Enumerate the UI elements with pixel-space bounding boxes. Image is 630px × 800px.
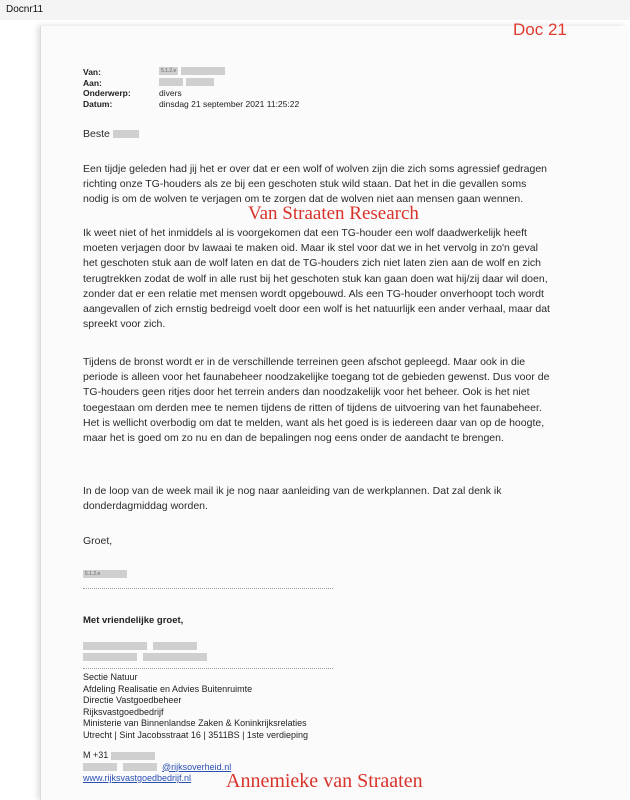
header-row-van <box>83 67 299 78</box>
aan-label: Aan: <box>83 77 102 88</box>
redacted-field: 5.1.2.e <box>83 570 127 578</box>
email-link[interactable]: @rijksoverheid.nl <box>162 761 232 772</box>
redacted-field <box>159 78 183 86</box>
greeting-line <box>83 127 553 142</box>
header-row-datum <box>83 99 299 110</box>
redacted-field <box>83 653 137 661</box>
redacted-field: 5.1.2.e <box>161 68 177 74</box>
datum-label: Datum: <box>83 98 113 109</box>
redacted-field <box>123 763 157 771</box>
onderwerp-value: divers <box>159 88 182 98</box>
research-watermark: Van Straaten Research <box>248 203 419 224</box>
van-label: Van: <box>83 67 101 77</box>
redacted-contact <box>83 640 210 663</box>
redacted-field <box>143 653 207 661</box>
signature-block <box>83 672 308 741</box>
greeting: Beste <box>83 128 110 140</box>
header-row-onderwerp <box>83 88 299 99</box>
onderwerp-label: Onderwerp: <box>83 88 131 98</box>
redacted-sender <box>83 568 130 580</box>
paragraph-4: In de loop van de week mail ik je nog naar aanleiding van de werkplannen. Dat zal denk ik donderdagmiddag worden. <box>83 485 502 513</box>
redacted-field <box>181 67 225 75</box>
doc-label: Doc 21 <box>513 20 567 39</box>
document-number: Docnr11 <box>6 4 44 15</box>
separator-line <box>83 588 333 589</box>
sig-address: Utrecht | Sint Jacobsstraat 16 | 3511BS | 1ste verdieping <box>83 729 308 740</box>
email-header <box>83 67 299 109</box>
sig-organisation: Rijksvastgoedbedrijf <box>83 706 164 717</box>
author-watermark: Annemieke van Straaten <box>226 770 423 792</box>
paragraph-2: Ik weet niet of het inmiddels al is voorgekomen dat een TG-houder een wolf daadwerkelijk heeft moeten verjagen door bv lawaai te maken oid. Maar ik stel voor dat we in het vervolg in zo'n geval het geschoten stuk aan de wolf laten en dat de TG-houders zich niet laten zien aan de wolf en zich terugtrekken zodat de wolf in alle rust bij het geschoten stuk kan gaan doen wat hij/zij daar wil doen, zonder dat er een relatie met mensen wordt opgebouwd. Als een TG-houder onverhoopt toch wordt aangevallen of zich ernstig bedreigd voelt door een wolf is het natuurlijk een ander verhaal, maar dat spreekt voor zich. <box>83 227 550 331</box>
sig-afdeling: Afdeling Realisatie en Advies Buitenruimte <box>83 683 253 694</box>
paragraph-1: Een tijdje geleden had jij het er over dat er een wolf of wolven zijn die zich soms agressief gedragen richting onze TG-houders als ze bij een geschoten stuk wild staan. Dat het in die gevallen soms nodig is om de wolven te verjagen om te zorgen dat de wolven niet aan mensen gaan wennen. <box>83 163 548 206</box>
top-bar <box>0 0 630 20</box>
sig-ministry: Ministerie van Binnenlandse Zaken & Koninkrijksrelaties <box>83 718 307 728</box>
sig-directie: Directie Vastgoedbeheer <box>83 695 182 705</box>
sig-sectie: Sectie Natuur <box>83 672 138 682</box>
website-link[interactable]: www.rijksvastgoedbedrijf.nl <box>83 773 192 783</box>
contact-block <box>83 750 231 785</box>
closing: Groet, <box>83 535 113 547</box>
phone-label: M +31 <box>83 750 109 760</box>
paragraph-3: Tijdens de bronst wordt er in de verschillende terreinen geen afschot gepleegd. Maar ook in die periode is alleen voor het faunabeheer noodzakelijke toegang tot de gebieden gewenst. Dus voor de TG-houders geen ritjes door het terrein anders dan noodzakelijk voor het beheer. Ook is het niet toegestaan om derden mee te nemen tijdens de ritten of tijdens de uitvoering van het faunabeheer. Het is wellicht overbodig om dat te melden, want als het goed is is iedereen daar van op de hoogte, maar het is goed om zo nu en dan de bepalingen nog eens onder de aandacht te brengen. <box>83 356 550 445</box>
redacted-field <box>83 763 117 771</box>
header-row-aan <box>83 78 299 89</box>
redacted-name <box>113 130 139 138</box>
separator-line <box>83 668 333 669</box>
redacted-field <box>153 642 197 650</box>
redacted-field <box>186 78 214 86</box>
closing-2: Met vriendelijke groet, <box>83 615 184 626</box>
redacted-field <box>111 752 155 760</box>
datum-value: dinsdag 21 september 2021 11:25:22 <box>159 98 300 109</box>
redacted-field <box>83 642 147 650</box>
